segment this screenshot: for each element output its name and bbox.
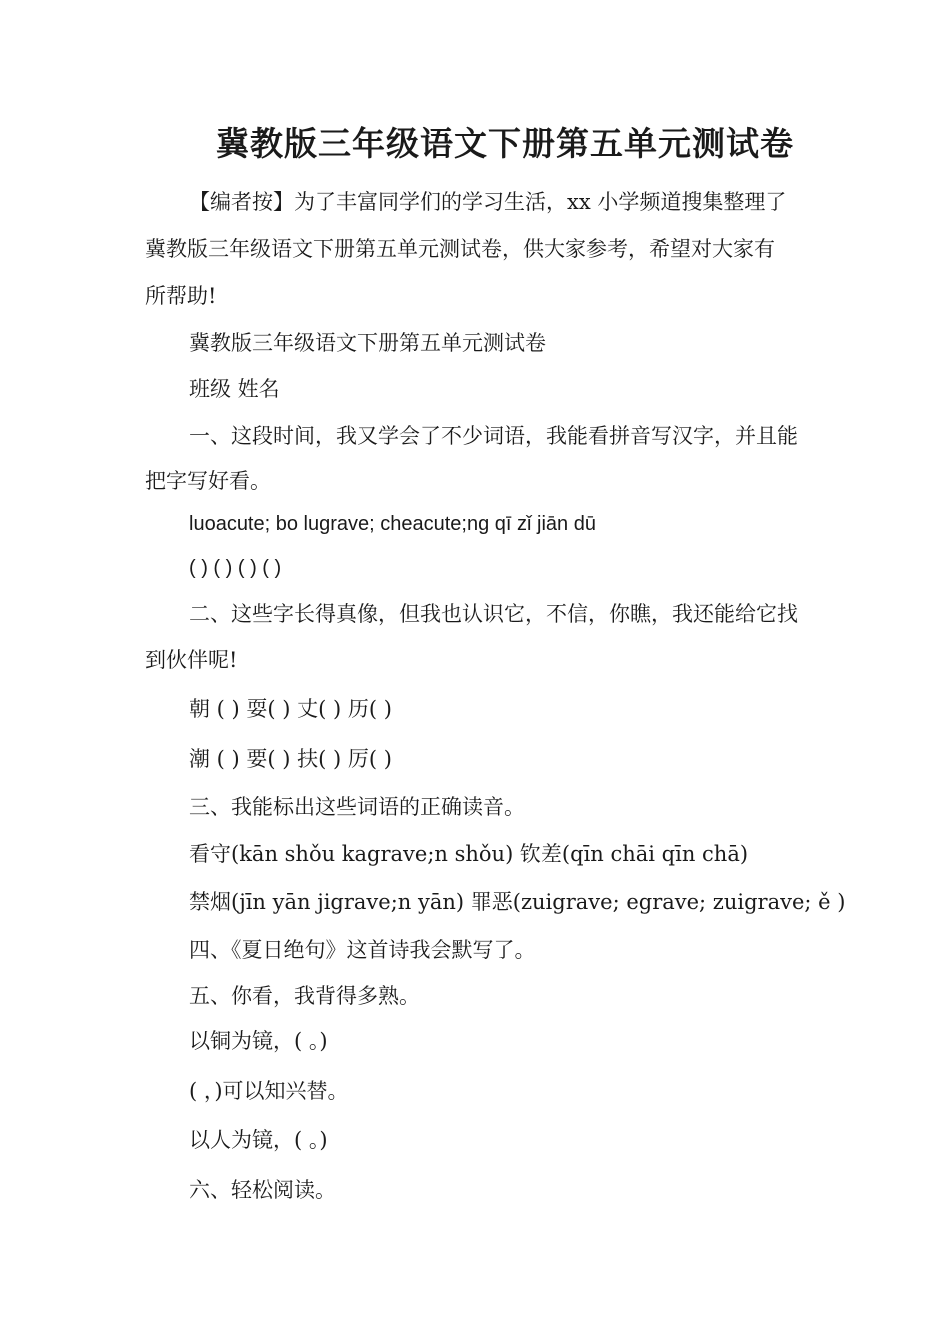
question-1-blanks: ( ) ( ) ( ) ( ) [189,557,282,579]
question-5-row-3: 以人为镜，( 。) [189,1128,328,1152]
intro-line-1: 【编者按】为了丰富同学们的学习生活，xx 小学频道搜集整理了 [189,190,787,214]
question-5-heading: 五、你看，我背得多熟。 [189,984,420,1008]
question-1-line-2: 把字写好看。 [145,469,271,493]
question-1-line-1: 一、这段时间，我又学会了不少词语，我能看拼音写汉字，并且能 [189,424,798,448]
question-1-pinyin: luoacute; bo lugrave; cheacute;ng qī zǐ jiān dū [189,513,596,535]
intro-line-3: 所帮助! [145,284,217,308]
question-3-row-2: 禁烟(jīn yān jigrave;n yān) 罪恶(zuigrave; egrave; zuigrave; ě ) [189,890,846,914]
question-3-heading: 三、我能标出这些词语的正确读音。 [189,795,525,819]
question-4-heading: 四、《夏日绝句》这首诗我会默写了。 [189,938,536,962]
intro-line-2: 冀教版三年级语文下册第五单元测试卷，供大家参考，希望对大家有 [145,237,775,261]
question-2-line-2: 到伙伴呢! [145,648,238,672]
question-2-line-1: 二、这些字长得真像，但我也认识它，不信，你瞧，我还能给它找 [189,602,798,626]
question-5-row-1: 以铜为镜，( 。) [189,1029,328,1053]
question-3-row-1: 看守(kān shǒu kagrave;n shǒu) 钦差(qīn chāi qīn chā) [189,842,749,866]
document-title: 冀教版三年级语文下册第五单元测试卷 [216,124,794,163]
question-6-heading: 六、轻松阅读。 [189,1178,336,1202]
question-2-row-1: 朝 ( ) 耍( ) 丈( ) 历( ) [189,697,392,721]
question-5-row-2: ( ，)可以知兴替。 [189,1079,349,1103]
subtitle: 冀教版三年级语文下册第五单元测试卷 [189,331,546,355]
class-name-line: 班级 姓名 [189,377,280,401]
question-2-row-2: 潮 ( ) 要( ) 扶( ) 厉( ) [189,747,392,771]
